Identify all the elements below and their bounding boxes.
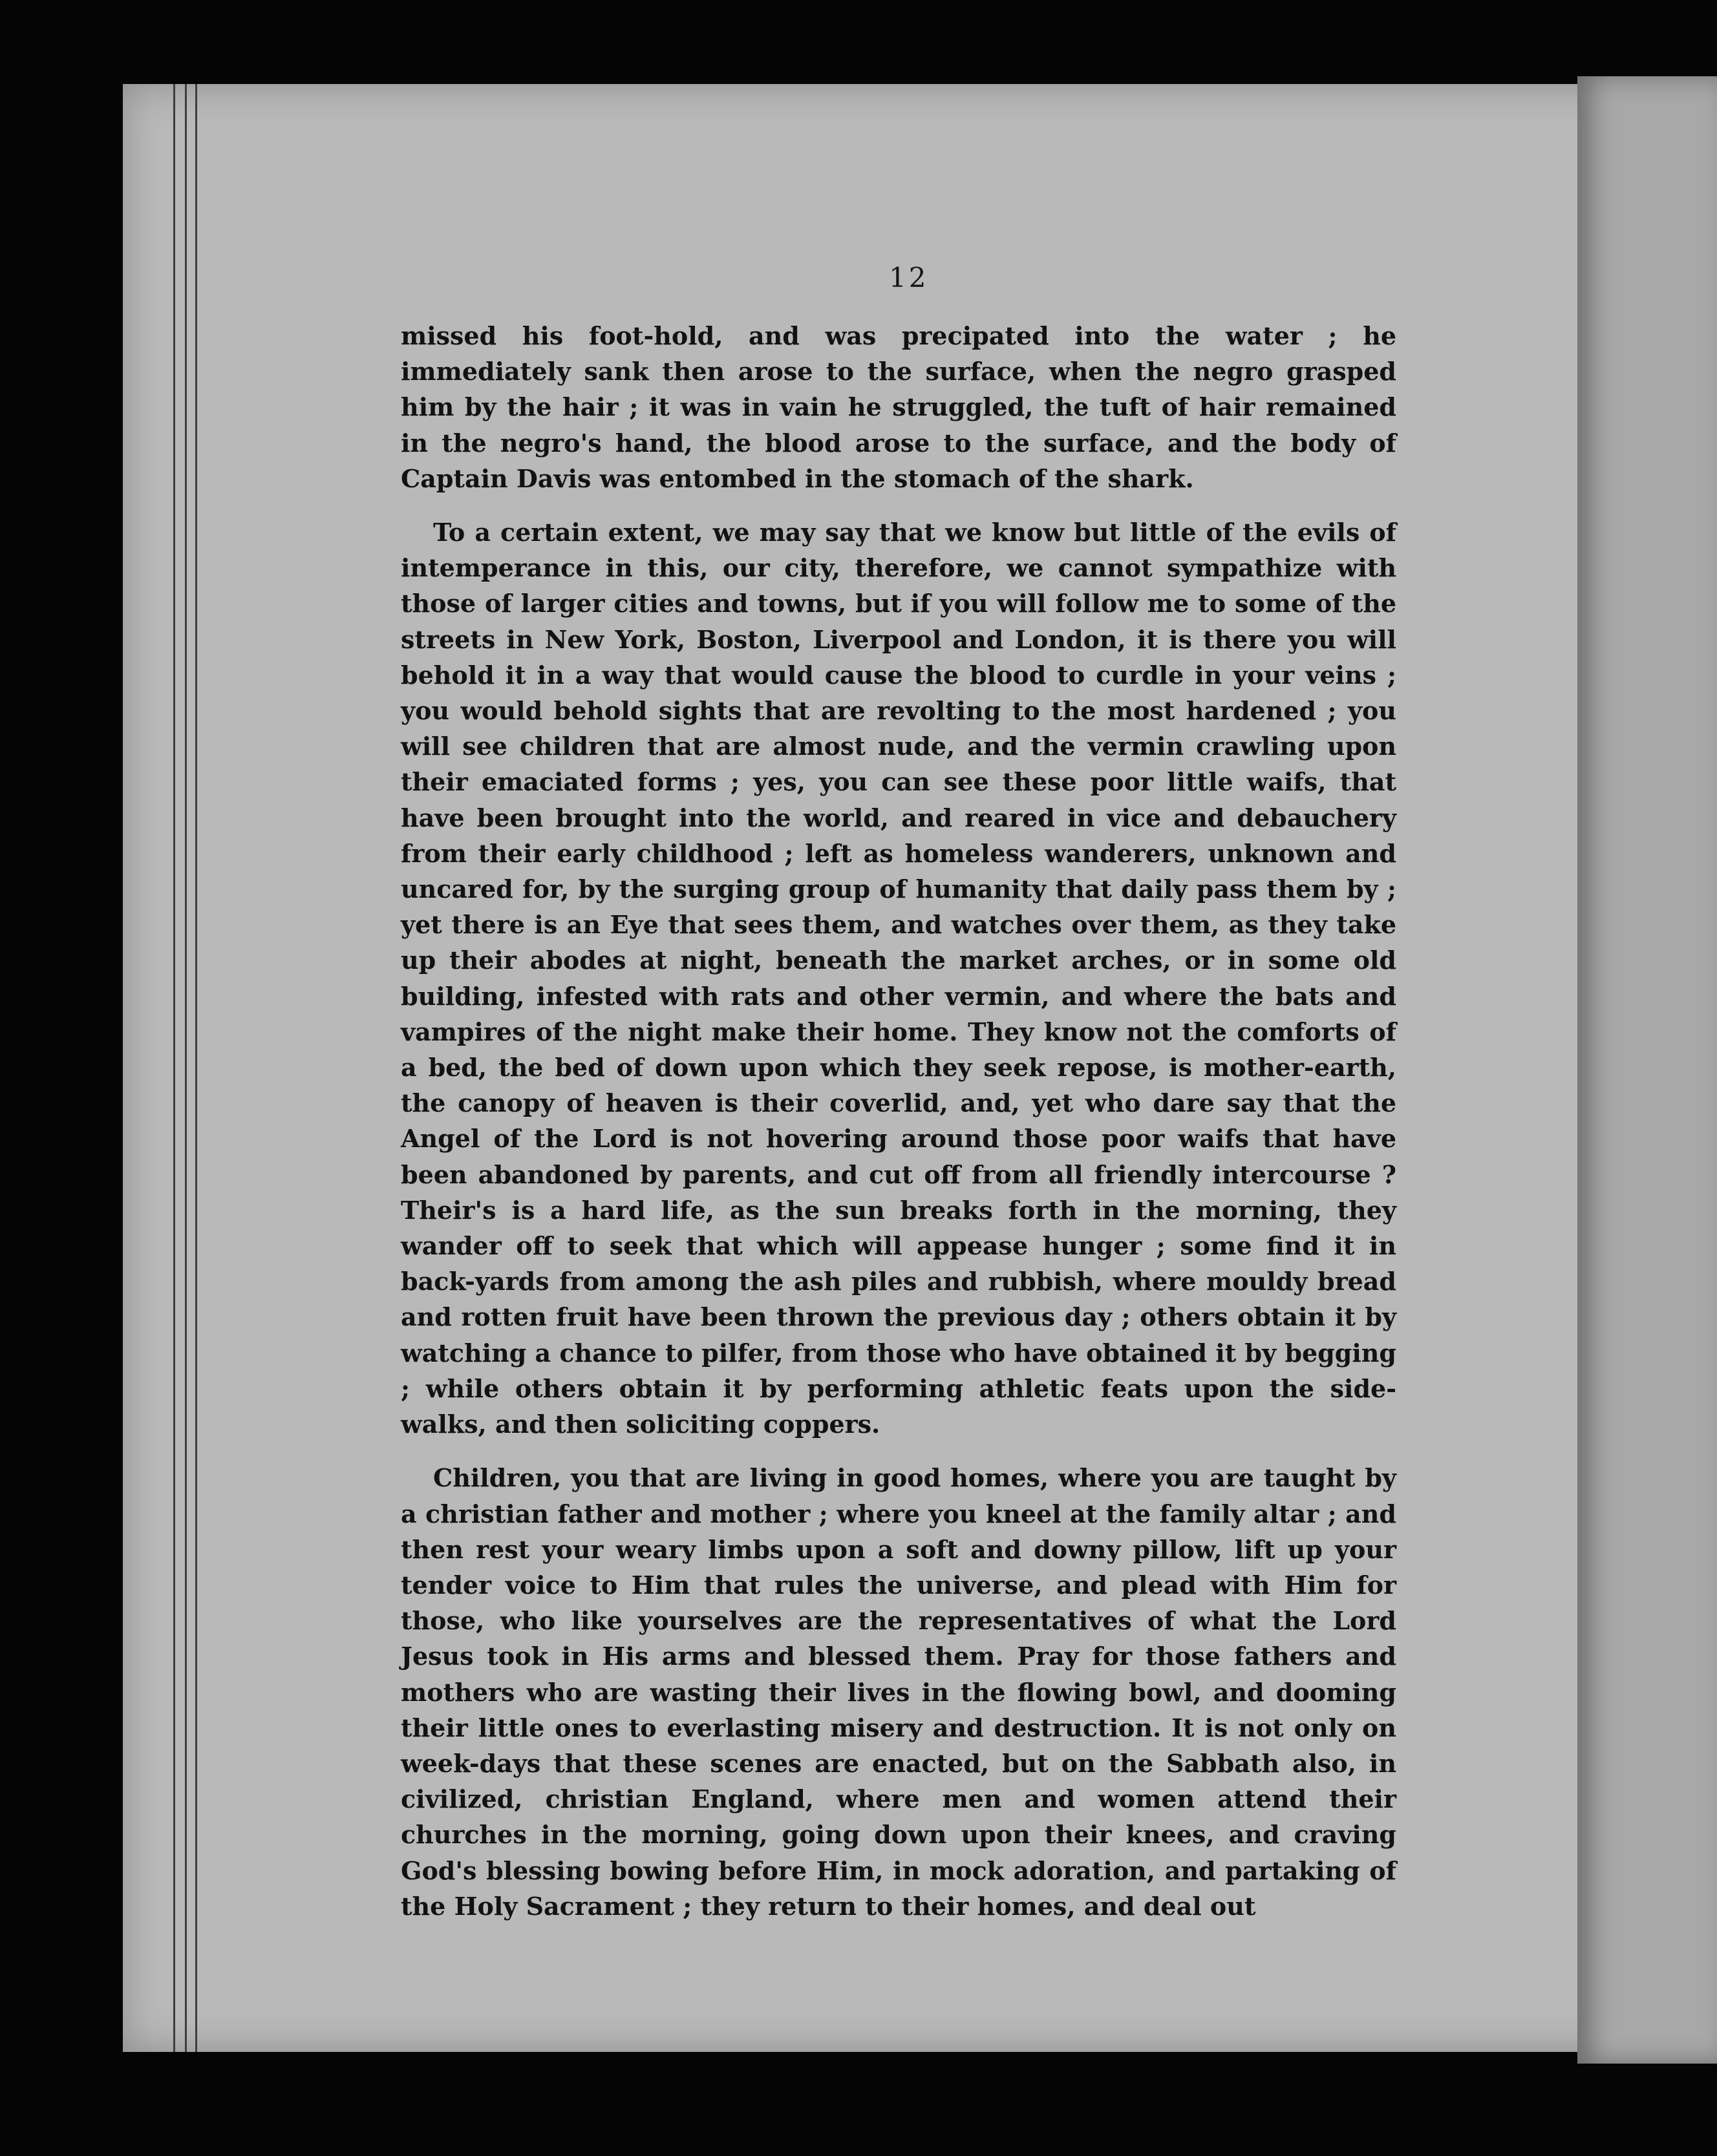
paragraph: To a certain extent, we may say that we know but little of the evils of intemperance in this, our city, therefore, we cannot sympathize with those of larger cities and towns, but if you will follow me to some of the streets in New York, Boston, Liverpool and London, it is there you will behold it in a way that would cause the blood to curdle in your veins ; you would behold sights that are revolting to the most hardened ; you will see children that are almost nude, and the vermin crawling upon their emaciated forms ; yes, you can see these poor little waifs, that have been brought into the world, and reared in vice and debauchery from their early childhood ; left as homeless wanderers, unknown and uncared for, by the surging group of humanity that daily pass them by ; yet there is an Eye that sees them, and watches over them, as they take up their abodes at night, beneath the market arches, or in some old building, infested with rats and other vermin, and where the bats and vampires of the night make their home. They know not the comforts of a bed, the bed of down upon which they seek repose, is mother-earth, the canopy of heaven is their coverlid, and, yet who dare say that the Angel of the Lord is not hovering around those poor waifs that have been abandoned by parents, and cut off from all friendly intercourse ? Their's is a hard life, as the sun breaks forth in the morning, they wander off to seek that which will appease hunger ; some find it in back-yards from among the ash piles and rubbish, where mouldy bread and rotten fruit have been thrown the previous day ; others obtain it by watching a chance to pilfer, from those who have obtained it by begging ; while others obtain it by performing athletic feats upon the side-walks, and then soliciting coppers. bbox=[401, 518, 1396, 1439]
page-number: 12 bbox=[889, 262, 929, 293]
body-text bbox=[401, 318, 1396, 1924]
adjacent-page-edge bbox=[1577, 76, 1717, 2064]
paragraph: missed his foot-hold, and was precipated into the water ; he immediately sank then arose to the surface, when the negro grasped him by the hair ; it was in vain he struggled, the tuft of hair remained in the negro's hand, the blood arose to the surface, and the body of Captain Davis was entombed in the stomach of the shark. bbox=[401, 321, 1396, 493]
page-edge-line bbox=[195, 84, 197, 2052]
page-edge-line bbox=[173, 84, 175, 2052]
paragraph: Children, you that are living in good homes, where you are taught by a christian father and mother ; where you kneel at the family altar ; and then rest your weary limbs upon a soft and downy pillow, lift up your tender voice to Him that rules the universe, and plead with Him for those, who like yourselves are the representatives of what the Lord Jesus took in His arms and blessed them. Pray for those fathers and mothers who are wasting their lives in the flowing bowl, and dooming their little ones to everlasting misery and destruction. It is not only on week-days that these scenes are enacted, but on the Sabbath also, in civilized, christian England, where men and women attend their churches in the morning, going down upon their knees, and craving God's blessing bowing before Him, in mock adoration, and partaking of the Holy Sacrament ; they return to their homes, and deal out bbox=[401, 1463, 1396, 1921]
page-edge-line bbox=[185, 84, 187, 2052]
